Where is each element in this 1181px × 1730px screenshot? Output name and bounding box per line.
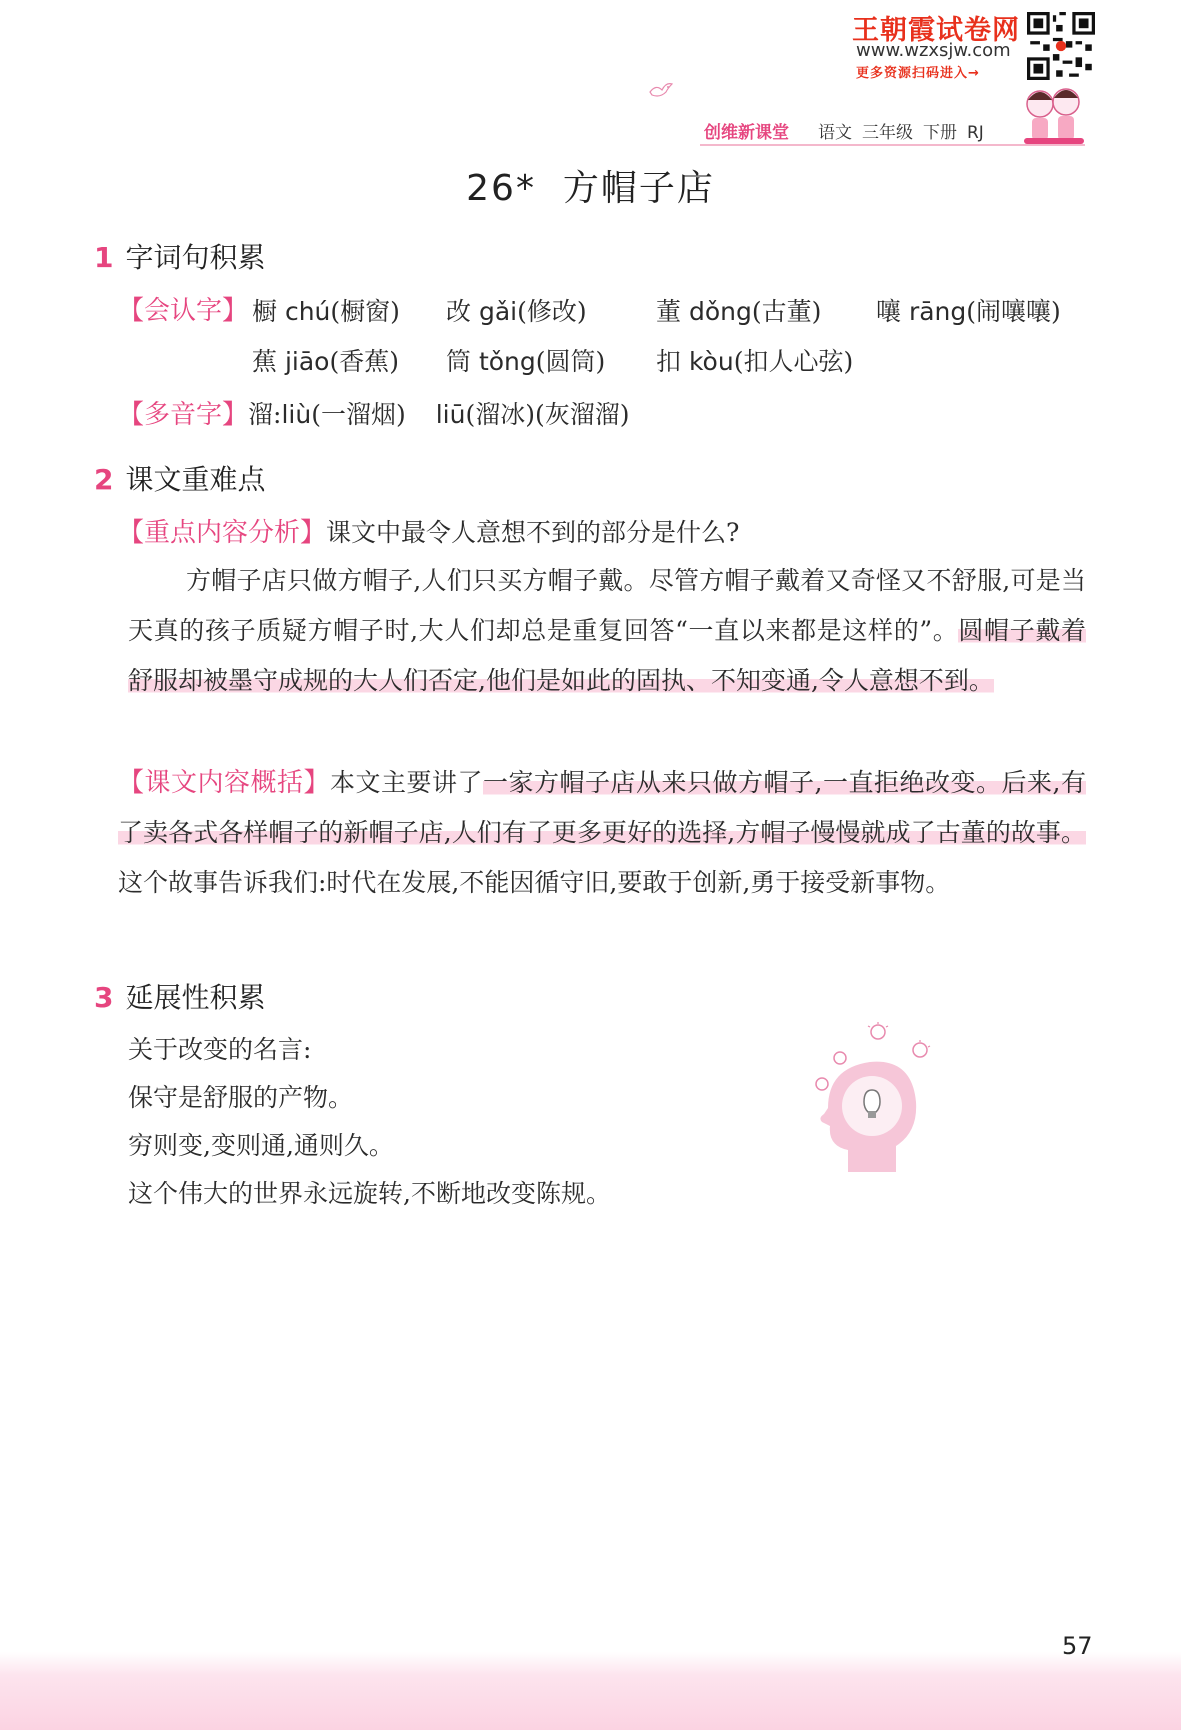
watermark-url[interactable]: www.wzxsjw.com <box>856 40 1011 61</box>
highlighted-text: 圆帽子戴着舒服却被墨守成规的大人们否定,他们是如此的固执、不知变通,令人意想不到。 <box>128 616 1086 695</box>
recognize-tag: 【会认字】 <box>118 296 249 326</box>
polyphone-row: 【多音字】溜:liù(一溜烟) liū(溜冰)(灰溜溜) <box>118 400 630 430</box>
recognize-item: 改 gǎi(修改) <box>446 297 587 326</box>
summary-tag: 【课文内容概括】 <box>118 768 331 798</box>
recognize-item: 蕉 jiāo(香蕉) <box>252 347 399 376</box>
quote-item: 保守是舒服的产物。 <box>128 1083 354 1112</box>
summary-paragraph: 【课文内容概括】本文主要讲了一家方帽子店从来只做方帽子,一直拒绝改变。后来,有了卖各式各样帽子的新帽子店,人们有了更多更好的选择,方帽子慢慢就成了古董的故事。这个故事告诉我们:时代在发展,不能因循守旧,要敢于创新,勇于接受新事物。 <box>118 768 1086 897</box>
analysis-paragraph: 方帽子店只做方帽子,人们只买方帽子戴。尽管方帽子戴着又奇怪又不舒服,可是当天真的孩子质疑方帽子时,大人们却总是重复回答“一直以来都是这样的”。圆帽子戴着舒服却被墨守成规的大人们否定,他们是如此的固执、不知变通,令人意想不到。 <box>128 566 1086 695</box>
section-heading-3 <box>94 976 266 1016</box>
section-title: 字词句积累 <box>125 241 266 274</box>
section-number: 2 <box>94 463 114 496</box>
subject-label: 语文 <box>818 123 852 143</box>
section-title: 延展性积累 <box>125 981 266 1014</box>
watermark-promo: 更多资源扫码进入→ <box>856 66 980 81</box>
quote-item: 穷则变,变则通,通则久。 <box>128 1131 394 1160</box>
recognize-row-1 <box>118 290 248 327</box>
kids-illustration-icon <box>1020 78 1088 150</box>
quote-item: 这个伟大的世界永远旋转,不断地改变陈规。 <box>128 1179 611 1208</box>
recognize-item: 扣 kòu(扣人心弦) <box>656 347 854 376</box>
page-number: 57 <box>1062 1632 1093 1660</box>
polyphone-tag: 【多音字】 <box>118 400 249 430</box>
recognize-item: 嚷 rāng(闹嚷嚷) <box>876 297 1061 326</box>
lesson-title: 26* 方帽子店 <box>466 168 715 209</box>
series-label: 创维新课堂 <box>704 123 789 143</box>
section-heading-2 <box>94 458 266 498</box>
volume-label: 下册 <box>923 123 957 143</box>
recognize-item: 橱 chú(橱窗) <box>252 297 400 326</box>
recognize-item: 董 dǒng(古董) <box>656 297 822 326</box>
analysis-question: 课文中最令人意想不到的部分是什么? <box>326 518 740 547</box>
highlighted-text: 一家方帽子店从来只做方帽子,一直拒绝改变。后来,有了卖各式各样帽子的新帽子店,人们有了更多更好的选择,方帽子慢慢就成了古董的故事。 <box>118 768 1086 847</box>
section-number: 3 <box>94 981 114 1014</box>
footer-band <box>0 1652 1181 1730</box>
section-number: 1 <box>94 241 114 274</box>
book-info <box>818 118 994 143</box>
recognize-item: 筒 tǒng(圆筒) <box>446 347 606 376</box>
section-heading-1 <box>94 236 266 276</box>
section-title: 课文重难点 <box>125 463 266 496</box>
watermark-brand: 王朝霞试卷网 <box>852 15 1020 46</box>
bird-icon <box>646 78 676 102</box>
analysis-row <box>118 512 739 549</box>
grade-label: 三年级 <box>862 123 913 143</box>
analysis-tag: 【重点内容分析】 <box>118 518 327 548</box>
qr-code-icon[interactable] <box>1027 12 1095 80</box>
edition-label: RJ <box>967 123 984 143</box>
lightbulb-head-icon <box>808 1022 958 1182</box>
quotes-intro: 关于改变的名言: <box>128 1035 312 1064</box>
header-divider <box>700 144 1085 146</box>
